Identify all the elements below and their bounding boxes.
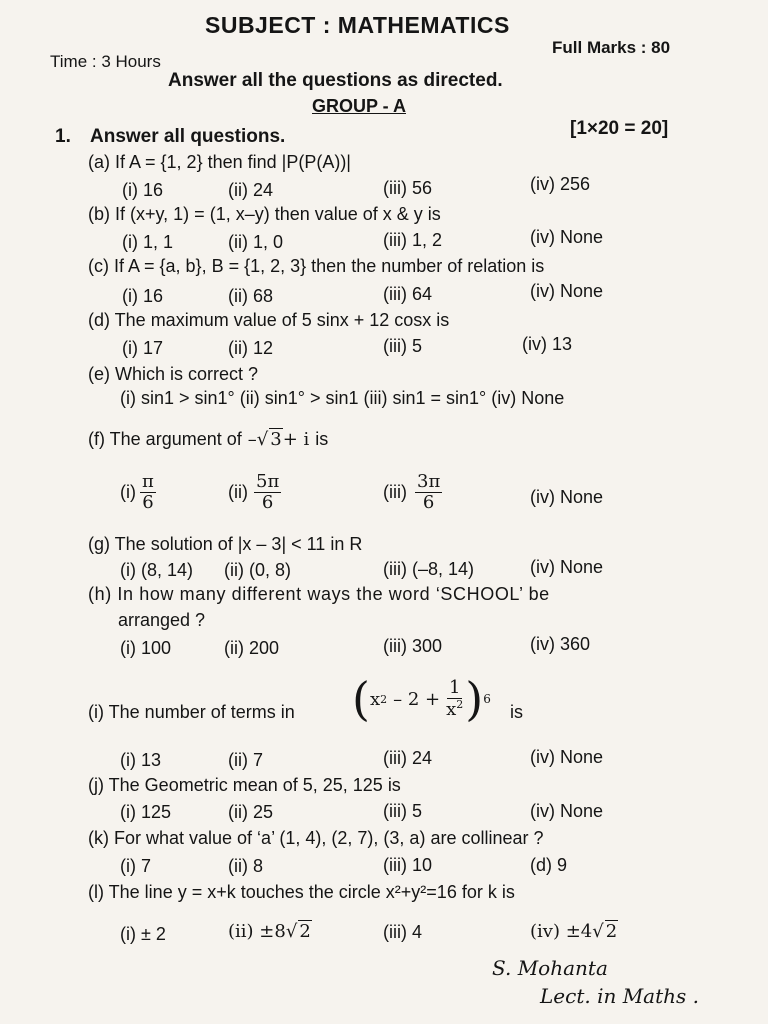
item-i-option-3: (iii) 24 [383, 748, 433, 768]
question-heading: Answer all questions. [90, 126, 286, 147]
item-f-stem [88, 428, 328, 450]
binomial-expression [352, 672, 491, 726]
subject-title: SUBJECT : MATHEMATICS [205, 12, 510, 38]
sqrt-radicand: 2 [299, 921, 311, 942]
item-j-option-4: (iv) None [530, 801, 604, 821]
item-a-option-2: (ii) 24 [228, 180, 274, 200]
item-b-option-4: (iv) None [530, 227, 604, 247]
item-d-option-2: (ii) 12 [228, 338, 274, 358]
item-d-option-4: (iv) 13 [522, 334, 573, 354]
item-e-stem: (e) Which is correct ? [88, 364, 259, 384]
numerator: 5π [256, 471, 280, 492]
minus-sign: – [247, 429, 257, 450]
item-i-option-2: (ii) 7 [228, 750, 263, 770]
imaginary-term: + i [282, 429, 310, 450]
option-text: (iv) ±4 [530, 921, 593, 942]
denominator [444, 699, 465, 720]
item-a-option-3: (iii) 56 [383, 178, 433, 198]
item-f-stem-end: is [315, 428, 329, 449]
option-label: (i) [120, 481, 136, 502]
item-i-option-1: (i) 13 [120, 750, 162, 770]
item-d-option-1: (i) 17 [122, 338, 164, 358]
option-label: (iii) [383, 481, 407, 502]
item-h-option-2: (ii) 200 [224, 638, 280, 658]
item-f-expression [248, 428, 310, 450]
item-k-option-2: (ii) 8 [228, 856, 263, 876]
item-b-option-2: (ii) 1, 0 [228, 232, 284, 252]
sqrt-radicand: 3 [270, 429, 282, 450]
item-j-option-3: (iii) 5 [383, 801, 422, 821]
item-c-option-3: (iii) 64 [383, 284, 433, 304]
item-f-option-3 [383, 472, 442, 513]
denominator: 6 [261, 491, 274, 513]
item-i-option-4: (iv) None [530, 747, 604, 767]
item-a-stem: (a) If A = {1, 2} then find |P(P(A))| [88, 152, 351, 172]
item-g-stem: (g) The solution of |x – 3| < 11 in R [88, 534, 363, 554]
reciprocal-fraction [444, 678, 465, 720]
x-variable: x [369, 688, 381, 710]
item-h-option-1: (i) 100 [120, 638, 172, 658]
denominator: 6 [422, 491, 435, 513]
item-f-option-1 [120, 472, 156, 513]
item-c-option-1: (i) 16 [122, 286, 164, 306]
item-k-option-4: (d) 9 [530, 855, 568, 875]
item-b-stem: (b) If (x+y, 1) = (1, x–y) then value of x & y is [88, 204, 441, 224]
sqrt-symbol: √ [592, 921, 604, 942]
signature-title: Lect. in Maths . [540, 984, 700, 1008]
item-c-option-4: (iv) None [530, 281, 604, 301]
item-i-stem: (i) The number of terms in [88, 702, 295, 722]
item-k-stem: (k) For what value of ‘a’ (1, 4), (2, 7), (3, a) are collinear ? [88, 828, 544, 848]
numerator: 1 [448, 677, 461, 699]
item-k-option-3: (iii) 10 [383, 855, 433, 875]
right-paren: ) [465, 672, 484, 726]
item-g-option-2: (ii) (0, 8) [224, 560, 291, 580]
numerator: π [142, 471, 154, 492]
constant-term: – 2 + [393, 688, 441, 710]
item-f-stem-text: (f) The argument of [88, 428, 242, 449]
item-c-option-2: (ii) 68 [228, 286, 274, 306]
fraction [254, 472, 281, 513]
group-heading: GROUP - A [312, 96, 407, 116]
item-l-option-2 [228, 920, 312, 942]
sqrt-symbol: √ [285, 921, 298, 942]
option-label: (ii) [228, 481, 248, 502]
sqrt-radicand: 2 [605, 921, 618, 942]
item-f-option-4: (iv) None [530, 487, 604, 507]
item-i-stem-end: is [510, 702, 523, 722]
item-i-expression [352, 672, 491, 740]
item-h-stem-continued: arranged ? [118, 610, 206, 630]
item-j-option-1: (i) 125 [120, 802, 172, 822]
fraction [415, 472, 442, 513]
item-j-stem: (j) The Geometric mean of 5, 25, 125 is [88, 775, 401, 795]
question-number: 1. [55, 126, 71, 147]
item-k-option-1: (i) 7 [120, 856, 151, 876]
item-h-option-3: (iii) 300 [383, 636, 443, 656]
question-marks: [1×20 = 20] [570, 118, 669, 139]
x-variable: x [446, 699, 457, 720]
item-g-option-1: (i) (8, 14) [120, 560, 194, 580]
outer-exponent: 6 [483, 692, 491, 706]
item-d-option-3: (iii) 5 [383, 336, 422, 356]
exponent: 2 [456, 698, 464, 711]
item-g-option-3: (iii) (–8, 14) [383, 559, 475, 579]
item-l-option-4 [530, 920, 618, 942]
item-l-stem: (l) The line y = x+k touches the circle x²+y²=16 for k is [88, 882, 515, 902]
item-b-option-3: (iii) 1, 2 [383, 230, 443, 250]
item-a-option-1: (i) 16 [122, 180, 164, 200]
left-paren: ( [352, 672, 370, 726]
item-a-option-4: (iv) 256 [530, 174, 591, 194]
exponent: 2 [380, 692, 388, 706]
item-h-stem: (h) In how many different ways the word ‘SCHOOL’ be [88, 584, 550, 604]
option-text: (ii) ±8 [228, 921, 286, 942]
item-l-option-3: (iii) 4 [383, 922, 422, 942]
sqrt-symbol: √ [256, 429, 269, 450]
full-marks-label: Full Marks : 80 [552, 38, 671, 57]
fraction [140, 472, 156, 513]
item-e-options: (i) sin1 > sin1° (ii) sin1° > sin1 (iii) sin1 = sin1° (iv) None [120, 388, 565, 408]
time-label: Time : 3 Hours [50, 52, 161, 71]
numerator: 3π [417, 471, 441, 492]
denominator: 6 [142, 491, 154, 513]
instruction-text: Answer all the questions as directed. [168, 70, 503, 91]
item-g-option-4: (iv) None [530, 557, 604, 577]
item-l-option-1: (i) ± 2 [120, 924, 166, 944]
signature-name: S. Mohanta [492, 956, 608, 980]
item-j-option-2: (ii) 25 [228, 802, 274, 822]
item-d-stem: (d) The maximum value of 5 sinx + 12 cosx is [88, 310, 450, 330]
item-b-option-1: (i) 1, 1 [122, 232, 174, 252]
item-c-stem: (c) If A = {a, b}, B = {1, 2, 3} then the number of relation is [88, 256, 545, 276]
item-f-option-2 [228, 472, 281, 513]
item-h-option-4: (iv) 360 [530, 634, 591, 654]
